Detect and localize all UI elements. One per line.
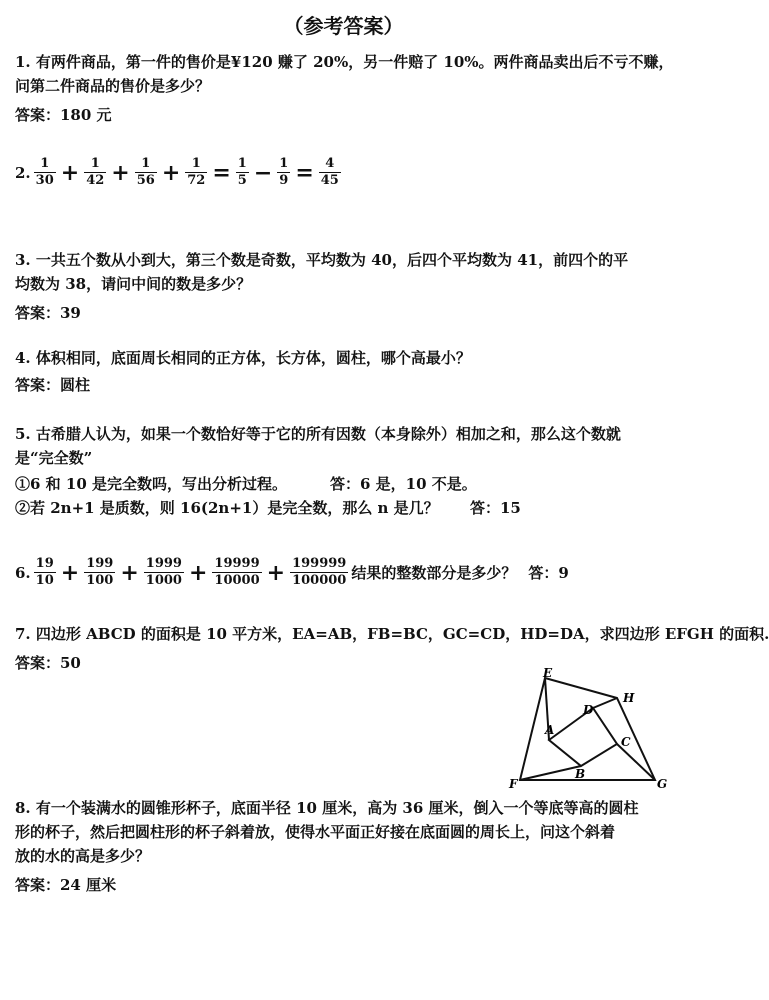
q3-line1: 3. 一共五个数从小到大，第三个数是奇数，平均数为 40，后四个平均数为 41，前四个的平 <box>15 251 629 269</box>
q5-sub1: ①6 和 10 是完全数吗，写出分析过程。 <box>15 475 287 493</box>
q2-result: $\frac{4}{45}$ <box>320 156 339 188</box>
q8-answer: 答案：24 厘米 <box>15 876 117 894</box>
label-e: E <box>543 666 553 680</box>
label-a: A <box>545 723 555 737</box>
q2-frac-3: $\frac{1}{56}$ <box>136 156 155 188</box>
label-d: D <box>583 703 594 717</box>
q6-frac-4: $\frac{19999}{10000}$ <box>214 556 260 588</box>
q7-line1: 7. 四边形 ABCD 的面积是 10 平方米，EA=AB，FB=BC，GC=CD，HD=DA，求四边形 EFGH 的面积. <box>15 625 769 643</box>
q2-op: + <box>111 159 130 186</box>
q5-line1: 5. 古希腊人认为，如果一个数恰好等于它的所有因数（本身除外）相加之和，那么这个数就 <box>15 425 621 443</box>
quadrilateral-figure <box>505 668 675 796</box>
q2-op: = <box>212 159 231 186</box>
q3-line2: 均数为 38，请问中间的数是多少？ <box>15 275 252 293</box>
q5-line2: 是“完全数” <box>15 449 93 467</box>
q2-op: + <box>60 159 80 186</box>
q2-op: − <box>253 159 273 186</box>
q8-line2: 形的杯子，然后把圆柱形的杯子斜着放，使得水平面正好接在底面圆的周长上，问这个斜着 <box>15 823 616 841</box>
q4-answer: 答案：圆柱 <box>15 376 91 394</box>
q2-rhs1: $\frac{1}{5}$ <box>237 156 247 188</box>
q5-sub2: ②若 2n+1 是质数，则 16(2n+1）是完全数，那么 n 是几？ <box>15 499 439 517</box>
q2-op: = <box>295 159 314 186</box>
q8-line3: 放的水的高是多少？ <box>15 847 151 865</box>
segment-gc <box>617 744 655 780</box>
plus-sign: + <box>120 559 139 586</box>
q6-frac-5: $\frac{199999}{100000}$ <box>292 556 347 588</box>
label-f: F <box>509 777 518 791</box>
q2-prefix: 2. <box>15 163 31 182</box>
q6-prefix: 6. <box>15 563 31 582</box>
q6-frac-3: $\frac{1999}{1000}$ <box>145 556 182 588</box>
q6-frac-2: $\frac{199}{100}$ <box>86 556 114 588</box>
q2-rhs2: $\frac{1}{9}$ <box>279 156 289 188</box>
label-g: G <box>657 777 668 791</box>
label-c: C <box>621 735 631 749</box>
q4-line1: 4. 体积相同，底面周长相同的正方体，长方体，圆柱，哪个高最小？ <box>15 349 471 367</box>
segment-hd <box>593 698 617 708</box>
q8-line1: 8. 有一个装满水的圆锥形杯子，底面半径 10 厘米，高为 36 厘米，倒入一个等底等高的圆柱 <box>15 799 639 817</box>
q2-frac-4: $\frac{1}{72}$ <box>187 156 206 188</box>
plus-sign: + <box>60 559 80 586</box>
q6-suffix: 结果的整数部分是多少？ <box>351 564 517 582</box>
label-b: B <box>575 767 586 781</box>
q6-answer: 答：9 <box>528 564 569 582</box>
q2-frac-1: $\frac{1}{30}$ <box>35 156 54 188</box>
q5-sub2-answer: 答：15 <box>470 499 521 517</box>
q5-sub1-answer: 答：6 是，10 不是。 <box>330 475 477 493</box>
label-h: H <box>623 691 635 705</box>
plus-sign: + <box>188 559 208 586</box>
q7-answer: 答案：50 <box>15 654 81 672</box>
q1-line1: 1. 有两件商品，第一件的售价是¥120 赚了 20%，另一件赔了 10%。两件商品卖出后不亏不赚， <box>15 53 674 71</box>
outer-quadrilateral-efgh <box>520 678 655 780</box>
q2-op: + <box>161 159 181 186</box>
segment-fb <box>520 766 581 780</box>
q1-answer: 答案：180 元 <box>15 106 112 124</box>
q3-answer: 答案：39 <box>15 304 81 322</box>
q1-line2: 问第二件商品的售价是多少？ <box>15 77 211 95</box>
page-title: （参考答案） <box>283 14 404 38</box>
q2-frac-2: $\frac{1}{42}$ <box>86 156 105 188</box>
q6-expression <box>15 556 569 589</box>
plus-sign: + <box>266 559 286 586</box>
q6-frac-1: $\frac{19}{10}$ <box>35 556 54 588</box>
q2-equation <box>15 156 344 189</box>
